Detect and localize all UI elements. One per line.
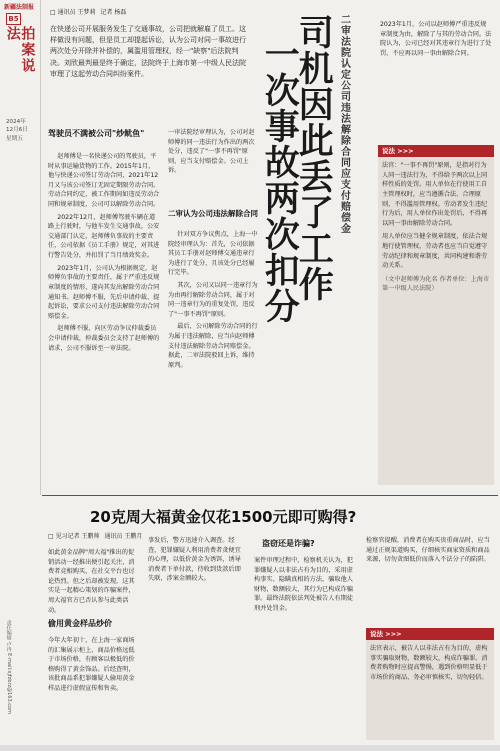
headline-kicker: 二审法院认定公司违法解除合同应支付赔偿金 xyxy=(338,14,350,234)
lower-col2: 事发后，警方迅速介入调查。经查，犯罪嫌疑人利用消费者贪便宜的心理，以低价黄金为诱饵，诱导消费者下单付款，待收到货款后即失联，涉案金额较大。 xyxy=(148,537,241,583)
right-top-text: 2023年1月，公司以赵师傅严重违反规章制度为由，解除了与其的劳动合同。法院认为，公司已经对其违章行为进行了处罚，不应再以同一事由解除合同。 xyxy=(380,21,492,57)
middle-column-body: 针对双方争议焦点，上海一中院经审理认为：首先，公司依据其员工手册对赵师傅交通违章行为进行了处分，且该处分已经履行完毕。 其次，公司又以同一违章行为为由再行解除劳动合同，属于对同一违章行为的重复处罚，违反了"一事不再罚"原则。 最后，公司解除劳动合同的行为属于违法解除，应当向赵师傅支付违法解除劳动合同赔偿金。据此，二审法院驳回上诉，维持原判。 xyxy=(168,231,258,369)
headline-line1: 司机因此丢了工作 xyxy=(293,14,334,302)
lower-editors: □ 见习记者 王鹏帅 通讯员 王鹏月 xyxy=(48,533,143,540)
lower-commentary-box xyxy=(366,628,494,740)
issue-date: 2024年 12月6日 星期五 xyxy=(6,119,28,142)
masthead: 新疆法制报 xyxy=(4,4,35,11)
lower-subhead-1: 偷用黄金样品炒价 xyxy=(48,619,112,628)
commentary-box xyxy=(378,145,494,485)
editor-contact: 责任编辑 卢冉 E-mail:xjfzbrz@163.com xyxy=(5,620,12,714)
lower-commentary-bar: 说法 >>> xyxy=(366,628,494,640)
lower-subhead-2: 盗窃还是诈骗? xyxy=(262,539,315,548)
lower-col4: 检察官提醒，消费者在购买贵重商品时，应当通过正规渠道购买，仔细核实商家资质和商品来源，切勿贪图低价而落入不法分子的陷阱。 xyxy=(366,537,490,564)
bottom-bar xyxy=(0,745,500,751)
middle-subhead: 二审认为公司违法解除合同 xyxy=(168,209,258,218)
lower-commentary-text: 法官表示，被告人以非法占有为目的，虚构事实骗取财物，数额较大，构成诈骗罪。消费者购物时应提高警惕，遇到价格明显低于市场价的商品，务必审慎核实，切勿轻信。 xyxy=(370,645,488,681)
commentary-byline: （文中赵师傅为化名 作者单位：上海市第一中级人民法院） xyxy=(382,275,490,293)
left-subhead: 驾驶员不满被公司"炒鱿鱼" xyxy=(48,129,145,138)
lower-col3: 案件审理过程中，检察机关认为，犯罪嫌疑人以非法占有为目的，采用虚构事实、隐瞒真相的方法，骗取他人财物，数额较大，其行为已构成诈骗罪。最终法院依法判处被告人有期徒刑并处罚金。 xyxy=(254,557,353,613)
commentary-text: 法官："一事不再罚"原则，是指对行为人同一违法行为，不得给予两次以上同样性质的处罚。用人单位在行使用工自主管理权时，应当遵循合法、合理原则，不得滥用管理权。劳动者发生违纪行为后，用人单位作出处罚后，不得再以同一事由解除劳动合同。 xyxy=(382,162,488,227)
headline-line2: 一次事故两次扣分 xyxy=(259,36,300,324)
lower-intro: 如此黄金品牌"周大福"推出的促销活动一经推出便引起关注，消费者竞相购买，在社交平台也讨论热烈。但之后却被发现，这其实是一起精心策划的诈骗案件，周大福官方已否认参与此类活动。 xyxy=(48,549,135,614)
column-char: 案 xyxy=(19,42,36,58)
page-number: B5 xyxy=(6,13,21,25)
lower-col1: 今年大年初十，在上海一家商场的汇集展示柜上，商品价格远低于市场价格，有顾客以极低的价格购得了黄金饰品。后经查明，该批商品系犯罪嫌疑人偷用黄金样品进行虚假宣传和售卖。 xyxy=(48,637,135,693)
middle-intro: 一审法院经审理认为，公司对赵师傅的同一违法行为作出的两次处分，违反了"一事不再罚"原则，应当支付赔偿金。公司上诉。 xyxy=(168,129,255,175)
commentary-text-2: 用人单位应当健全规章制度，依法合规地行使管理权，劳动者也应当自觉遵守劳动纪律和规章制度，共同构建和谐劳动关系。 xyxy=(382,233,488,270)
top-editors: □ 通讯员 王梦莉 记者 杨磊 xyxy=(50,9,127,16)
column-char: 拍 xyxy=(19,26,36,42)
column-char: 法 xyxy=(4,26,21,42)
left-column-body: 赵师傅是一名快递公司的驾驶员，平时从事运输货物的工作。2015年1月，他与快递公司签订劳动合同，2021年12月又与该公司签订无固定期限劳动合同。劳动合同约定，被工作期间如违反劳动合同和规章制度，公司可以解除劳动合同。 2022年12月，赵师傅驾驶车辆在道路上行驶时，与他车发生交通事故。公安交通部门认定，赵师傅负事故的主要责任，公司依据《员工手册》规定，对其进行警告处分，并扣罚了当月绩效奖金。 2023年1月，公司认为根据规定，赵师傅负事故的主要责任，属于严重违反规章制度的情形，遂向其发出解除劳动合同通知书。赵师傅不服，先后申请仲裁、提起诉讼，要求公司支付违法解除劳动合同赔偿金。 赵师傅不服，向区劳动争议仲裁委员会申请仲裁，仲裁委员会支持了赵师傅的请求，公司不服诉至一审法院。 xyxy=(48,153,160,352)
column-title xyxy=(5,26,34,86)
lower-headline: 20克周大福黄金仅花1500元即可购得? xyxy=(90,508,357,526)
top-lead: 在快递公司开展服务发生了交通事故，公司把就解雇了员工。这样做没有问题，但是员工却提起诉讼，认为公司对同一事故进行两次处分开除并补偿的，属滥用管理权，经一"缺察"后法院判决。刘欣最判最是终于确定，法院终于上海市第一中级人民法院审理了这起劳动合同纠纷案件。 xyxy=(50,25,246,78)
commentary-bar: 说法 >>> xyxy=(378,145,494,157)
column-char: 说 xyxy=(19,58,36,74)
